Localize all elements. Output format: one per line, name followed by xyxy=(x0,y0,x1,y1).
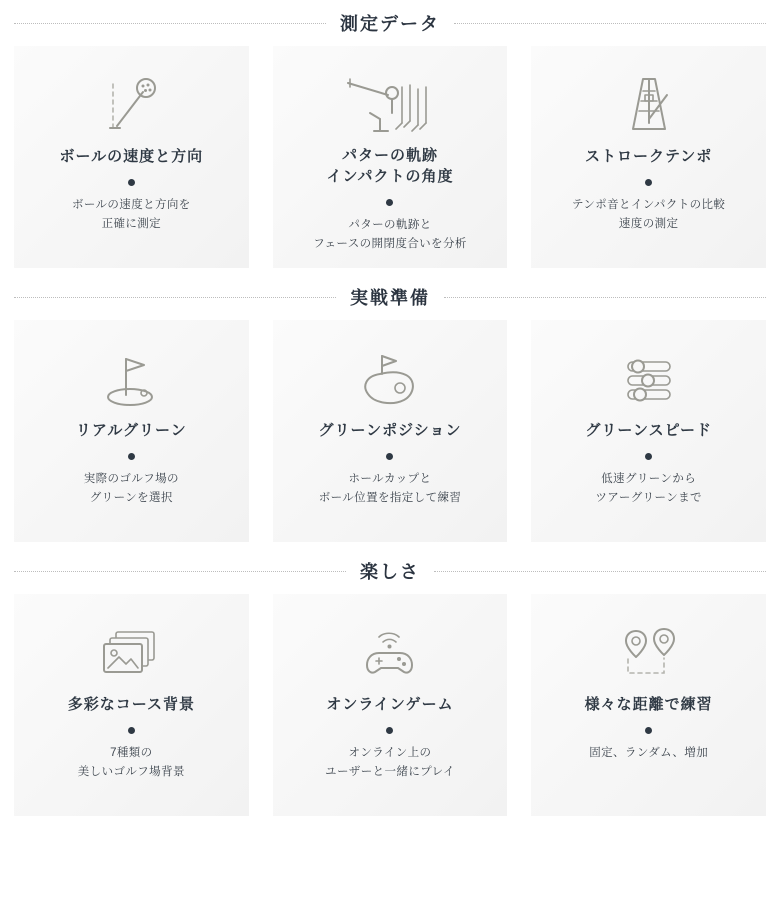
card-description: 実際のゴルフ場の グリーンを選択 xyxy=(83,472,179,504)
card-description: 低速グリーンから ツアーグリーンまで xyxy=(595,472,702,504)
card-title: 様々な距離で練習 xyxy=(584,696,713,713)
card-title: ボールの速度と方向 xyxy=(59,148,204,165)
card-grid-fun xyxy=(14,594,766,816)
distance-pins-icon xyxy=(618,616,680,690)
section-header-fun xyxy=(14,548,766,594)
separator-dot xyxy=(128,727,135,734)
images-stack-icon xyxy=(100,616,162,690)
card-description: 7種類の 美しいゴルフ場背景 xyxy=(77,746,185,778)
section-header-practice xyxy=(14,274,766,320)
metronome-tempo-icon xyxy=(623,68,675,142)
separator-dot xyxy=(386,453,393,460)
card-description: ボールの速度と方向を 正確に測定 xyxy=(71,198,191,230)
divider-right xyxy=(434,571,766,572)
card-description: テンポ音とインパクトの比較 速度の測定 xyxy=(572,198,726,230)
feature-card[interactable] xyxy=(531,594,766,816)
section-title: 測定データ xyxy=(340,14,440,34)
separator-dot xyxy=(645,727,652,734)
feature-card[interactable] xyxy=(14,320,249,542)
separator-dot xyxy=(386,727,393,734)
feature-card[interactable] xyxy=(14,46,249,268)
feature-card[interactable] xyxy=(273,320,508,542)
feature-card[interactable] xyxy=(531,46,766,268)
section-header-measurement xyxy=(14,0,766,46)
separator-dot xyxy=(128,453,135,460)
card-title: グリーンスピード xyxy=(585,422,712,439)
card-title: オンラインゲーム xyxy=(326,696,454,713)
card-title: リアルグリーン xyxy=(75,422,187,439)
card-title: パターの軌跡 インパクトの角度 xyxy=(326,146,454,186)
green-speed-slider-icon xyxy=(620,342,678,416)
divider-right xyxy=(444,297,766,298)
separator-dot xyxy=(645,453,652,460)
card-description: 固定、ランダム、増加 xyxy=(589,746,709,759)
card-title: 多彩なコース背景 xyxy=(67,696,195,713)
putter-path-impact-angle-icon xyxy=(344,68,436,141)
separator-dot xyxy=(645,179,652,186)
divider-right xyxy=(454,23,766,24)
card-description: パターの軌跡と フェースの開閉度合いを分析 xyxy=(313,219,467,251)
card-description: ホールカップと ボール位置を指定して練習 xyxy=(318,472,462,504)
section-title: 楽しさ xyxy=(360,562,420,582)
golf-flag-green-icon xyxy=(100,342,162,416)
card-description: オンライン上の ユーザーと一緒にプレイ xyxy=(325,746,455,778)
gamepad-wifi-icon xyxy=(361,616,419,690)
card-grid-practice xyxy=(14,320,766,542)
divider-left xyxy=(14,23,326,24)
feature-card[interactable] xyxy=(531,320,766,542)
divider-left xyxy=(14,571,346,572)
section-title: 実戦準備 xyxy=(350,288,430,308)
separator-dot xyxy=(128,179,135,186)
green-position-icon xyxy=(358,342,422,416)
card-grid-measurement xyxy=(14,46,766,268)
separator-dot xyxy=(386,199,393,206)
feature-card[interactable] xyxy=(14,594,249,816)
divider-left xyxy=(14,297,336,298)
feature-card[interactable] xyxy=(273,594,508,816)
ball-speed-direction-icon xyxy=(99,68,163,142)
feature-card[interactable] xyxy=(273,46,508,268)
card-title: グリーンポジション xyxy=(318,422,462,439)
card-title: ストロークテンポ xyxy=(585,148,713,165)
